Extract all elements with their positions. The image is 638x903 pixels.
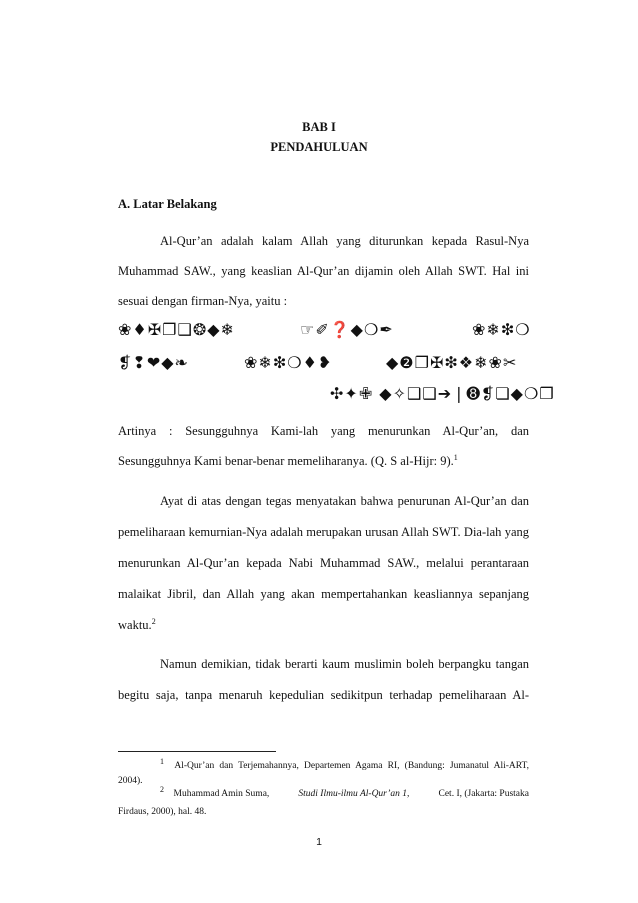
- page-number: 1: [316, 836, 322, 848]
- footnote-ref-1[interactable]: 1: [453, 452, 458, 462]
- footnote-ref-2[interactable]: 2: [151, 616, 156, 626]
- arabic-line1-part1: ❀♦✠❐❑❂◆❄: [118, 320, 235, 339]
- para2-line1: Ayat di atas dengan tegas menyatakan bahwa penurunan Al-Qur’an dan: [160, 494, 529, 508]
- translation-line2-text: Sesungguhnya Kami benar-benar memeliharanya. (Q. S al-Hijr: 9).: [118, 454, 454, 468]
- footnote-1-number: 1: [160, 756, 164, 766]
- footnote-2-book-title: Studi Ilmu-ilmu Al-Qur’an 1,: [298, 789, 410, 799]
- arabic-line2-part2: ❀❄❇❍♦❥: [244, 353, 333, 372]
- arabic-line1-part3: ❀❄❇❍: [472, 320, 531, 339]
- para2-line5: [118, 618, 529, 633]
- footnote-2-number: 2: [160, 784, 164, 794]
- translation-line2: [118, 454, 529, 469]
- arabic-line3: ✣✦✙ ◆✧❑❑➔❘➑❡❏◆❍❒: [330, 384, 555, 403]
- footnote-2-line2: Firdaus, 2000), hal. 48.: [118, 807, 207, 817]
- footnote-1-line1: [160, 756, 530, 771]
- chapter-label: BAB I: [302, 120, 336, 134]
- para1-line3: sesuai dengan firman-Nya, yaitu :: [118, 294, 288, 308]
- arabic-line2-part1: ❡❢❤◆❧: [118, 353, 189, 372]
- chapter-title: PENDAHULUAN: [270, 140, 368, 154]
- para3-line2: begitu saja, tanpa menaruh kepedulian sedikitpun terhadap pemeliharaan Al-: [118, 688, 529, 702]
- para2-line4: malaikat Jibril, dan Allah yang akan mempertahankan keasliannya sepanjang: [118, 587, 529, 601]
- para1-line1: Al-Qur’an adalah kalam Allah yang diturunkan kepada Rasul-Nya: [160, 234, 529, 248]
- para1-line2: Muhammad SAW., yang keaslian Al-Qur’an dijamin oleh Allah SWT. Hal ini: [118, 264, 529, 278]
- para3-line1: Namun demikian, tidak berarti kaum muslimin boleh berpangku tangan: [160, 657, 529, 671]
- footnote-2-author: Muhammad Amin Suma,: [173, 789, 270, 799]
- footnote-2-line1: [160, 784, 529, 799]
- footnote-separator: [118, 751, 276, 752]
- para2-line5-text: waktu.: [118, 618, 152, 632]
- footnote-1-text: Al-Qur’an dan Terjemahannya, Departemen Agama RI, (Bandung: Jumanatul Ali-ART,: [174, 761, 530, 771]
- footnote-2-publisher: Cet. I, (Jakarta: Pustaka: [438, 789, 529, 799]
- translation-line1: Artinya : Sesungguhnya Kami-lah yang menurunkan Al-Qur’an, dan: [118, 424, 529, 438]
- arabic-line2-part3: ◆❷❐✠❇❖❄❀✂: [386, 353, 518, 372]
- arabic-line1-part2: ☞✐❓◆❍✒: [300, 320, 394, 339]
- section-heading: A. Latar Belakang: [118, 197, 217, 211]
- para2-line2: pemeliharaan kemurnian-Nya adalah merupakan urusan Allah SWT. Dia-lah yang: [118, 525, 529, 539]
- para2-line3: menurunkan Al-Qur’an kepada Nabi Muhammad SAW., melalui perantaraan: [118, 556, 529, 570]
- footnote-1-line2: 2004).: [118, 776, 143, 786]
